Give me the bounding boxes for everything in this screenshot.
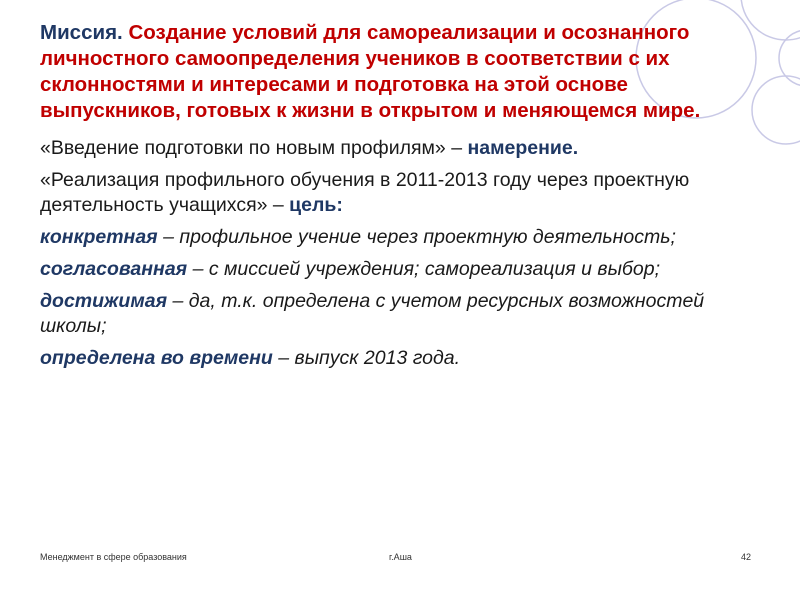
- criterion-achievable: [40, 289, 755, 339]
- criterion-term: конкретная: [40, 226, 158, 248]
- goal-paragraph: [40, 168, 755, 218]
- criterion-term: согласованная: [40, 258, 188, 280]
- criterion-term: определена во времени: [40, 347, 273, 369]
- intent-text: «Введение подготовки по новым профилям» –: [40, 137, 463, 159]
- goal-text: «Реализация профильного обучения в 2011-2013 году через проектную деятельность учащихся» –: [40, 169, 690, 216]
- footer-location: г.Аша: [389, 552, 412, 562]
- criterion-desc: – с миссией учреждения; самореализация и выбор;: [192, 258, 660, 280]
- criterion-agreed: [40, 257, 755, 282]
- criterion-desc: – профильное учение через проектную деятельность;: [163, 226, 676, 248]
- footer-course-title: Менеджмент в сфере образования: [40, 552, 187, 562]
- slide-content: [40, 20, 755, 378]
- footer-page-number: 42: [741, 552, 752, 562]
- criterion-specific: [40, 225, 755, 250]
- intent-emphasis: намерение.: [467, 137, 579, 159]
- criterion-desc: – да, т.к. определена с учетом ресурсных возможностей школы;: [40, 290, 705, 337]
- goal-emphasis: цель:: [289, 194, 343, 216]
- mission-statement: [40, 20, 755, 124]
- criterion-desc: – выпуск 2013 года.: [278, 347, 460, 369]
- criterion-timebound: [40, 346, 755, 371]
- mission-label: Миссия.: [40, 21, 123, 44]
- criterion-term: достижимая: [40, 290, 168, 312]
- mission-text: Создание условий для самореализации и осознанного личностного самоопределения учеников в соответствии с их склонностями и интересами и подготовка на этой основе выпускников, готовых к жизни в открытом и меняющемся мире.: [40, 21, 701, 122]
- intent-paragraph: [40, 136, 755, 161]
